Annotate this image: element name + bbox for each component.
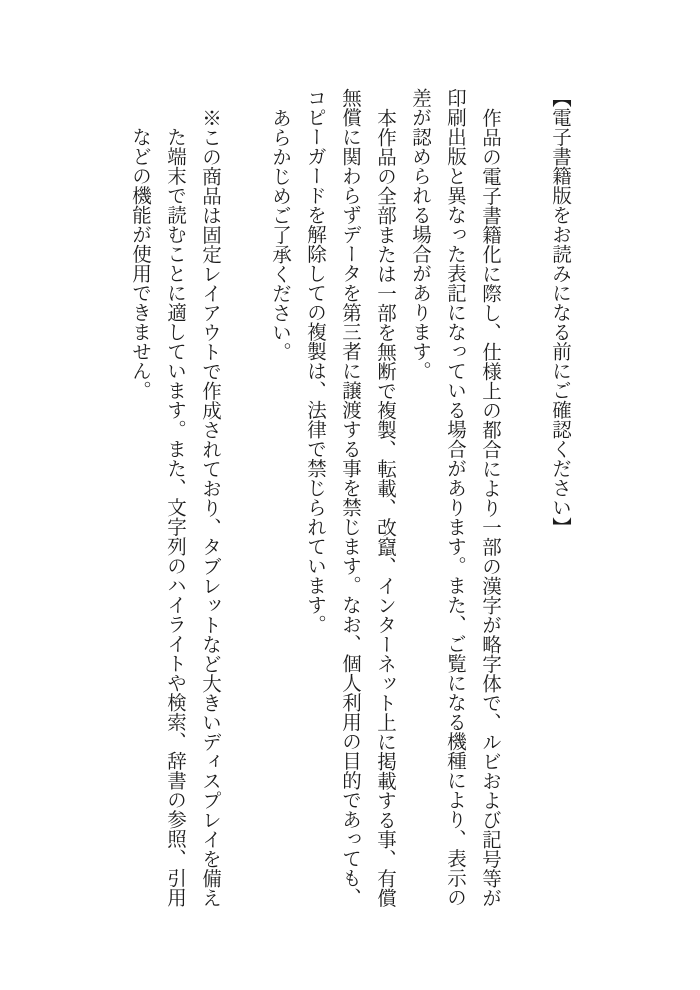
text-line: 差が認められる場合があります。 xyxy=(409,88,432,381)
line-spacer xyxy=(508,88,543,900)
page-title: 【電子書籍版をお読みになる前にご確認ください】 xyxy=(549,88,572,537)
text-line: 無償に関わらずデータを第三者に譲渡する事を禁じます。なお、個人利用の目的であっても、 xyxy=(339,88,362,907)
text-line: あらかじめご了承ください。 xyxy=(269,107,292,361)
text-line: た端末で読むことに適しています。また、文字列のハイライトや検索、辞書の参照、引用 xyxy=(164,127,187,907)
text-line: 作品の電子書籍化に際し、仕様上の都合により一部の漢字が略字体で、ルビおよび記号等が xyxy=(479,107,502,907)
text-line: 本作品の全部または一部を無断で複製、転載、改竄、インターネット上に掲載する事、有償 xyxy=(374,107,397,907)
text-line: などの機能が使用できません。 xyxy=(129,127,152,400)
text-line: コピーガードを解除しての複製は、法律で禁じられています。 xyxy=(304,88,327,634)
text-line: 印刷出版と異なった表記になっている場合があります。また、ご覧になる機種により、表示の xyxy=(444,88,467,907)
text-line: ※この商品は固定レイアウトで作成されており、タブレットなど大きいディスプレイを備え xyxy=(199,107,222,907)
vertical-text-block xyxy=(123,88,578,907)
line-spacer xyxy=(228,88,263,900)
